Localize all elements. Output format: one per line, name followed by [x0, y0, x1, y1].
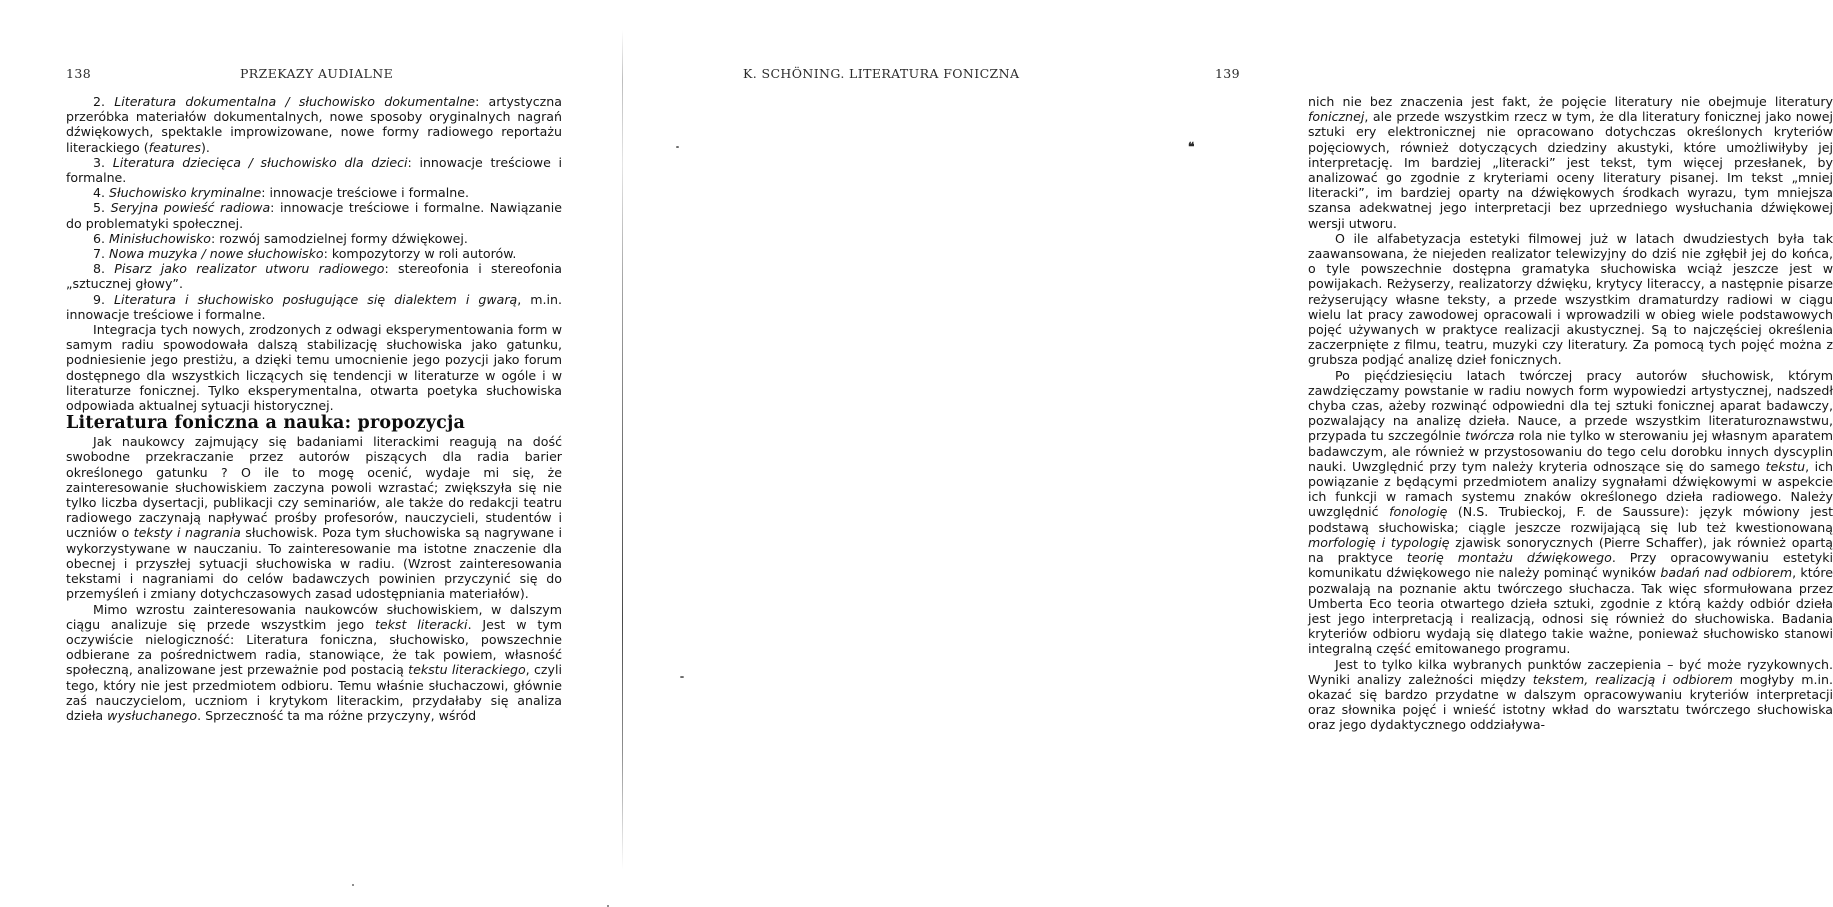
paragraph-item-7: 7. Nowa muzyka / nowe słuchowisko: kompozytorzy w roli autorów. [93, 246, 517, 262]
paragraph-integracja: Integracja tych nowych, zrodzonych z odwagi eksperymentowania form w samym radiu spowodowała dalszą stabilizację słuchowiska jako gatunku, podniesienie jego prestiżu, a dzięki temu umocnienie jego pozycji jako forum dostępnego dla wszystkich liczących się tendencji w literaturze w ogóle i w literaturze fonicznej. Tylko eksperymentalna, otwarta poetyka słuchowiska odpowiada aktualnej sytuacji historycznej. [66, 322, 562, 414]
scan-speck [680, 676, 684, 678]
right-running-head [685, 66, 1240, 84]
paragraph-item-4: 4. Słuchowisko kryminalne: innowacje treściowe i formalne. [93, 185, 469, 201]
paragraph-item-3: 3. Literatura dziecięca / słuchowisko dla dzieci: innowacje treściowe i formalne. [66, 154, 562, 186]
left-page-number: 138 [66, 66, 92, 81]
paragraph-mimo-wzrostu: Mimo wzrostu zainteresowania naukowców słuchowiskiem, w dalszym ciągu analizuje się przede wszystkim jego tekst literacki. Jest w tym oczywiście nielogiczność: Literatura foniczna, słuchowisko, powszechnie odbierane za pośrednictwem radia, stanowiące, że tak powiem, własność społeczną, analizowane jest przeważnie pod postacią tekstu literackiego, czyli tego, który nie jest przedmiotem odbioru. Temu właśnie słuchaczowi, głównie zaś nauczycielom, uczniom i krytykom literackim, przydałaby się analiza dzieła wysłuchanego. Sprzeczność ta ma różne przyczyny, wśród [66, 601, 563, 723]
left-text-column [66, 94, 562, 723]
left-running-head [66, 66, 562, 84]
paragraph-item-9: 9. Literatura i słuchowisko posługujące się dialektem i gwarą, m.in. innowacje treściowe i formalne. [66, 291, 562, 322]
paragraph-item-5: 5. Seryjna powieść radiowa: innowacje treściowe i formalne. Nawiązanie do problematyki społecznej. [66, 200, 562, 231]
scan-speck [352, 884, 354, 886]
right-text-column [1308, 94, 1833, 733]
section-heading: Literatura foniczna a nauka: propozycja [66, 413, 466, 434]
right-page [623, 0, 1833, 894]
paragraph-po-piecdziesieciu: Po pięćdziesięciu latach twórczej pracy autorów słuchowisk, którym zawdzięczamy powstanie w radiu nowych form wypowiedzi artystycznej, nadszedł chyba czas, ażeby rozwinąć odpowiedni dla tej sztuki fonicznej aparat badawczy, pozwalający na analizę dzieła. Nauce, a przede wszystkim literaturoznawstwu, przypada tu szczególnie twórcza rola nie tylko w sterowaniu jej własnym aparatem badawczym, ale również w przystosowaniu do tego celu dorobku innych dyscyplin nauki. Uwzględnić przy tym należy kryteria odnoszące się do samego tekstu, ich powiązanie z będącymi przedmiotem analizy sygnałami dźwiękowymi w aspekcie ich funkcji w ramach systemu znaków określonego dzieła radiowego. Należy uwzględnić fonologię (N.S. Trubieckoj, F. de Saussure): język mówiony jest podstawą słuchowiska; ciągle jeszcze rozwijającą się lub też kwestionowaną morfologię i typologię zjawisk sonorycznych (Pierre Schaffer), jak również opartą na praktyce teorię montażu dźwiękowego. Przy opracowywaniu estetyki komunikatu dźwiękowego nie należy pominąć wyników badań nad odbiorem, które pozwalają na poznanie aktu twórczego słuchacza. Tak więc sformułowana przez Umberta Eco teoria otwartego dzieła sztuki, zgodnie z którą każdy odbiór dzieła jest jego interpretacją i realizacją, odnosi się również do słuchowiska. Badania kryteriów odbioru wydają się dlatego takie ważne, ponieważ słuchowisko stanowi integralną część emitowanego programu. [1308, 367, 1833, 657]
scan-speck [676, 146, 679, 148]
right-page-number: 139 [1214, 66, 1240, 81]
paragraph-jak-naukowcy: Jak naukowcy zajmujący się badaniami literackimi reagują na dość swobodne przekraczanie przez autorów piszących dla radia barier określonego gatunku ? O ile to mogę ocenić, wydaje mi się, że zainteresowanie słuchowiskiem zaczyna powoli wzrastać; zwiększyła się nie tylko liczba dysertacji, publikacji czy seminariów, ale także do redakcji teatru radiowego zaczynają napływać prośby profesorów, nauczycieli, studentów i uczniów o teksty i nagrania słuchowisk. Poza tym słuchowiska są nagrywane i wykorzystywane w nauczaniu. To zainteresowanie ma istotne znaczenie dla obecnej i przyszłej sytuacji słuchowiska w radiu. (Wzrost zainteresowania tekstami i nagraniami do celów badawczych powinien przyczynić się do przemyśleń i zmiany dotychczasowych zasad udostępniania materiałów). [66, 434, 562, 602]
paragraph-jest-to-tylko: Jest to tylko kilka wybranych punktów zaczepienia – być może ryzykownych. Wyniki analizy zależności między tekstem, realizacją i odbiorem mogłyby m.in. okazać się bardzo przydatne w dalszym opracowywaniu kryteriów interpretacji oraz słownika pojęć i wnieść istotny wkład do warsztatu twórczego słuchowiska oraz jego dydaktycznego oddziaływa- [1308, 656, 1833, 733]
left-page [0, 0, 622, 894]
margin-scan-mark: ❝ [1188, 140, 1195, 154]
paragraph-item-2: 2. Literatura dokumentalna / słuchowisko dokumentalne: artystyczna przeróbka materiałów dokumentalnych, nowe sposoby oryginalnych nagrań dźwiękowych, spektakle improwizowane, nowe formy radiowego reportażu literackiego (features). [66, 94, 562, 155]
paragraph-item-6: 6. Minisłuchowisko: rozwój samodzielnej formy dźwiękowej. [93, 230, 468, 246]
paragraph-o-ile-alfabetyzacja: O ile alfabetyzacja estetyki filmowej już w latach dwudziestych była tak zaawansowana, że niejeden realizator telewizyjny do dziś nie zgłębił jej do końca, o tyle powszechnie dostępna gramatyka słuchowiska wciąż jeszcze jest w powijakach. Reżyserzy, realizatorzy dźwięku, krytycy literaccy, a następnie pisarze reżyserujący własne teksty, a przede wszystkim dramaturdzy radiowi w ciągu wielu lat pracy zawodowej opracowali i wprowadzili w obieg wiele podstawowych pojęć używanych w praktyce realizacji akustycznej. Są to najczęściej określenia zaczerpnięte z filmu, teatru, muzyki czy literatury. Za pomocą tych pojęć można z grubsza podjąć analizę dzieł fonicznych. [1308, 230, 1833, 368]
right-running-head-title: K. SCHÖNING. LITERATURA FONICZNA [743, 66, 1020, 81]
paragraph-item-8: 8. Pisarz jako realizator utworu radiowego: stereofonia i stereofonia „sztucznej głowy”. [66, 261, 562, 292]
left-running-head-title: PRZEKAZY AUDIALNE [240, 66, 394, 81]
paragraph-nich-nie-bez: nich nie bez znaczenia jest fakt, że pojęcie literatury nie obejmuje literatury fonicznej, ale przede wszystkim rzecz w tym, że dla literatury fonicznej jako nowej sztuki ery elektronicznej nie opracowano dotychczas określonych kryteriów pojęciowych, również dotyczących dziedziny akustyki, które umożliwiłyby jej interpretację. Im bardziej „literacki” jest tekst, tym więcej przesłanek, by analizować go zgodnie z kryteriami oceny literatury pisanej. Im tekst „mniej literacki”, im bardziej oparty na dźwiękowych środkach wyrazu, tym mniejsza szansa adekwatnej jego interpretacji bez uprzedniego wysłuchania dźwiękowej wersji utworu. [1308, 94, 1833, 231]
